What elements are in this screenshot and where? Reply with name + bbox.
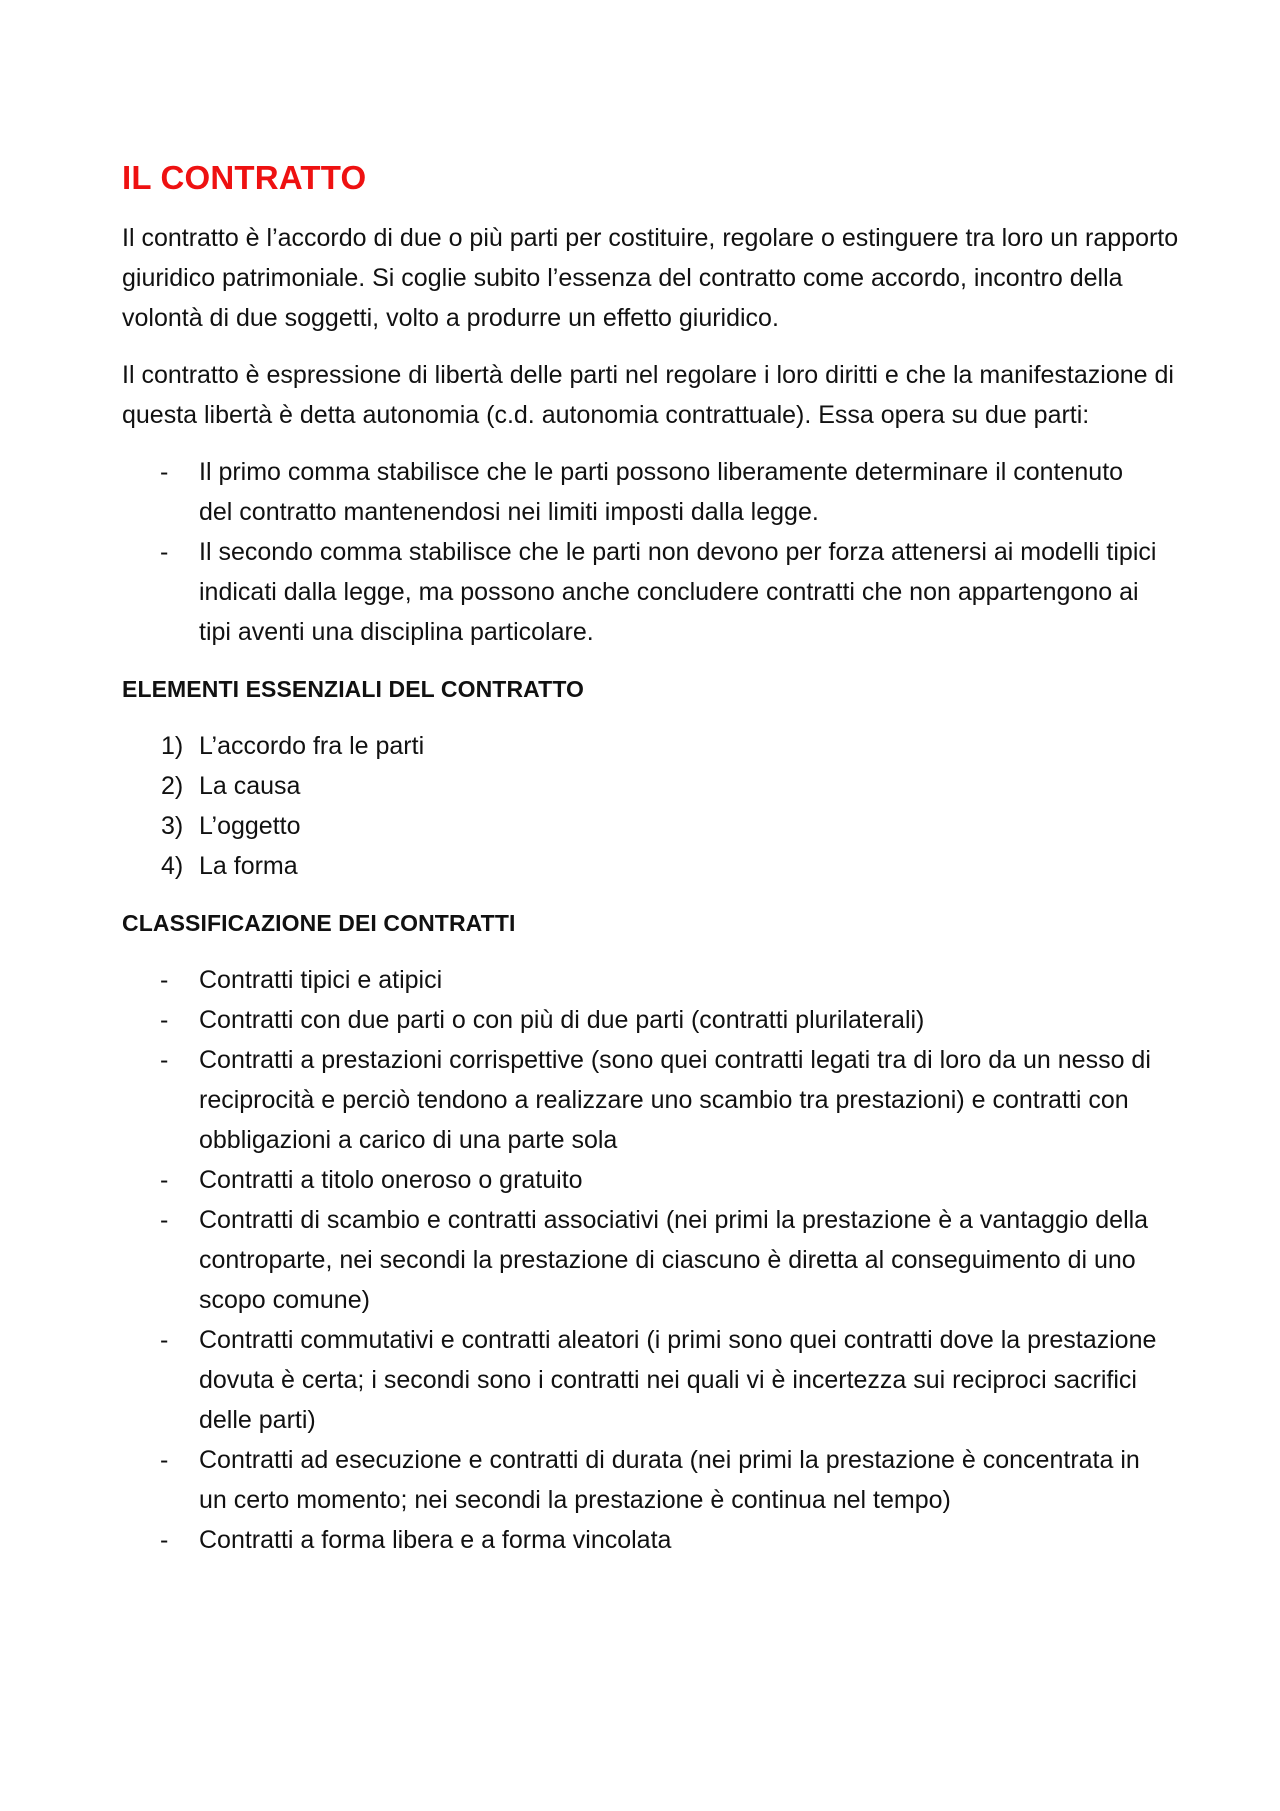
list-item (122, 1040, 1162, 1160)
list-item (122, 960, 1162, 1000)
list-item (122, 1160, 1162, 1200)
list-item-text: Contratti a forma libera e a forma vincolata (199, 1526, 672, 1554)
number-marker: 3) (161, 812, 184, 840)
dash-marker: - (160, 966, 169, 994)
list-item (122, 1200, 1162, 1320)
dash-marker: - (160, 1446, 169, 1474)
dash-marker: - (160, 1206, 169, 1234)
elements-list (122, 726, 1162, 886)
list-item (122, 452, 1162, 532)
dash-marker: - (160, 1326, 169, 1354)
number-marker: 2) (161, 772, 184, 800)
number-marker: 4) (161, 852, 184, 880)
list-item (122, 532, 1162, 652)
number-marker: 1) (161, 732, 184, 760)
dash-marker: - (160, 1166, 169, 1194)
list-item-text: L’accordo fra le parti (199, 732, 425, 760)
autonomy-paragraph: Il contratto è espressione di libertà delle parti nel regolare i loro diritti e che la manifestazione di questa libertà è detta autonomia (c.d. autonomia contrattuale). Essa opera su due parti: (122, 361, 1174, 429)
classification-list (122, 960, 1162, 1560)
list-item-text: Contratti con due parti o con più di due parti (contratti plurilaterali) (199, 1006, 925, 1034)
classification-heading: CLASSIFICAZIONE DEI CONTRATTI (122, 910, 516, 936)
list-item (122, 1440, 1162, 1520)
list-item (122, 726, 1162, 766)
dash-marker: - (160, 1006, 169, 1034)
list-item-text: Contratti di scambio e contratti associativi (nei primi la prestazione è a vantaggio della controparte, nei secondi la prestazione di ciascuno è diretta al conseguimento di uno scopo comune) (199, 1206, 1149, 1314)
elements-heading: ELEMENTI ESSENZIALI DEL CONTRATTO (122, 676, 585, 702)
dash-marker: - (160, 1046, 169, 1074)
list-item-text: Contratti ad esecuzione e contratti di durata (nei primi la prestazione è concentrata in un certo momento; nei secondi la prestazione è continua nel tempo) (199, 1446, 1140, 1514)
list-item-text: L’oggetto (199, 812, 301, 840)
autonomy-list (122, 452, 1162, 652)
list-item-text: La causa (199, 772, 301, 800)
page-title: IL CONTRATTO (122, 159, 367, 196)
dash-marker: - (160, 1526, 169, 1554)
list-item-text: Contratti commutativi e contratti aleatori (i primi sono quei contratti dove la prestazione dovuta è certa; i secondi sono i contratti nei quali vi è incertezza sui reciproci sacrifici delle parti) (199, 1326, 1157, 1434)
list-item-text: Il secondo comma stabilisce che le parti non devono per forza attenersi ai modelli tipici indicati dalla legge, ma possono anche concludere contratti che non appartengono ai tipi aventi una disciplina particolare. (199, 538, 1157, 646)
dash-marker: - (160, 458, 169, 486)
list-item (122, 1320, 1162, 1440)
list-item (122, 846, 1162, 886)
intro-paragraph: Il contratto è l’accordo di due o più parti per costituire, regolare o estinguere tra loro un rapporto giuridico patrimoniale. Si coglie subito l’essenza del contratto come accordo, incontro della volontà di due soggetti, volto a produrre un effetto giuridico. (122, 224, 1179, 332)
list-item (122, 1520, 1162, 1560)
list-item-text: Contratti a prestazioni corrispettive (sono quei contratti legati tra di loro da un nesso di reciprocità e perciò tendono a realizzare uno scambio tra prestazioni) e contratti con obbligazioni a carico di una parte sola (199, 1046, 1151, 1154)
list-item-text: Il primo comma stabilisce che le parti possono liberamente determinare il contenuto del contratto mantenendosi nei limiti imposti dalla legge. (199, 458, 1124, 526)
list-item-text: La forma (199, 852, 298, 880)
list-item (122, 766, 1162, 806)
list-item-text: Contratti a titolo oneroso o gratuito (199, 1166, 583, 1194)
dash-marker: - (160, 538, 169, 566)
list-item (122, 1000, 1162, 1040)
list-item-text: Contratti tipici e atipici (199, 966, 443, 994)
list-item (122, 806, 1162, 846)
